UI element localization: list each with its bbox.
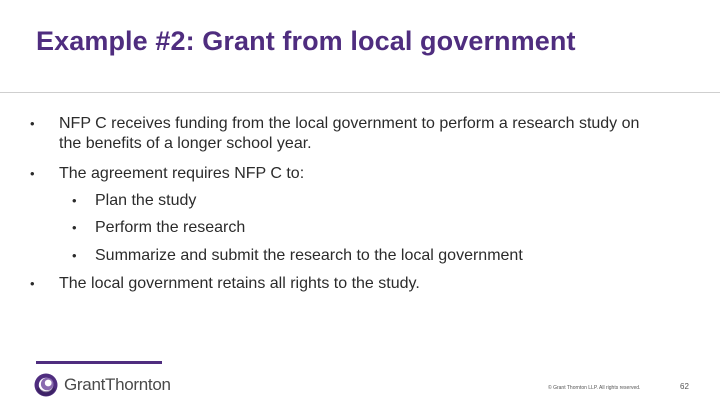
bullet-item: [30, 274, 650, 294]
sub-bullet-text: Summarize and submit the research to the local government: [95, 247, 523, 264]
footer-accent-bar: [36, 361, 162, 364]
bullet-marker: •: [72, 220, 77, 235]
bullet-marker: •: [30, 166, 35, 181]
sub-bullet-item: [72, 246, 632, 266]
bullet-marker: •: [30, 116, 35, 131]
page-number: 62: [680, 382, 689, 391]
slide-title: Example #2: Grant from local government: [36, 26, 576, 56]
grant-thornton-logo-icon: [34, 373, 58, 397]
bullet-marker: •: [30, 276, 35, 291]
bullet-marker: •: [72, 193, 77, 208]
logo-wordmark: GrantThornton: [64, 375, 171, 394]
sub-bullet-item: [72, 218, 632, 238]
bullet-item: [30, 114, 650, 154]
grant-thornton-logo: [34, 372, 171, 398]
bullet-marker: •: [72, 248, 77, 263]
bullet-text: NFP C receives funding from the local government to perform a research study on the benefits of a longer school year.: [59, 115, 640, 152]
title-divider: [0, 92, 720, 93]
sub-bullet-item: [72, 191, 632, 211]
sub-bullet-text: Plan the study: [95, 192, 197, 209]
copyright-notice: © Grant Thornton LLP. All rights reserved.: [548, 385, 641, 391]
bullet-text: The local government retains all rights to the study.: [59, 275, 420, 292]
sub-bullet-text: Perform the research: [95, 219, 246, 236]
bullet-item: [30, 164, 650, 184]
bullet-text: The agreement requires NFP C to:: [59, 165, 305, 182]
